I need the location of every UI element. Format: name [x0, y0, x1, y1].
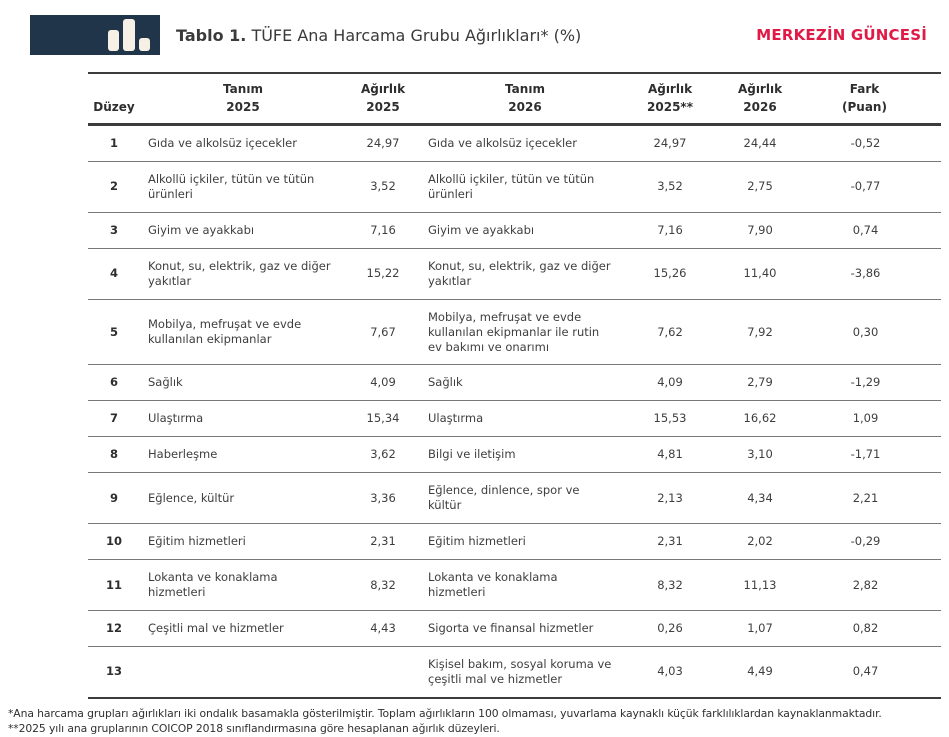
column-header-line2: (Puan)	[842, 100, 887, 114]
cell-agirlik-2025: 2,31	[370, 534, 396, 549]
cell-agirlik-2025-rev: 7,62	[657, 324, 683, 339]
cell-agirlik-2025-rev: 15,26	[653, 266, 687, 281]
bar-chart-icon	[108, 30, 119, 51]
cell-fark: -0,29	[850, 534, 881, 549]
cell-agirlik-2025-rev: 3,52	[657, 179, 683, 194]
cell-agirlik-2026: 4,49	[747, 664, 773, 679]
cell-tanim-2026: Bilgi ve iletişim	[428, 447, 516, 462]
table-row	[88, 125, 941, 162]
column-header-line2: 2025	[366, 100, 400, 114]
cell-agirlik-2025: 3,52	[370, 179, 396, 194]
table-row	[88, 560, 941, 611]
bar-chart-icon	[123, 19, 135, 51]
cell-duzey: 8	[109, 447, 118, 462]
cell-agirlik-2026: 24,44	[743, 136, 777, 150]
cell-tanim-2025: Ulaştırma	[148, 411, 204, 426]
table-row	[88, 248, 941, 299]
cell-tanim-2025: Çeşitli mal ve hizmetler	[148, 620, 284, 635]
table-row	[88, 401, 941, 437]
logo	[30, 15, 160, 55]
table-container	[88, 72, 941, 699]
cell-duzey: 9	[109, 490, 118, 505]
cell-fark: 0,30	[852, 324, 879, 339]
cell-tanim-2026: Mobilya, mefruşat ve evde kullanılan ekipmanlar ile rutin ev bakımı ve onarımı	[428, 309, 600, 354]
cell-fark: -3,86	[850, 266, 881, 281]
column-header	[420, 73, 630, 125]
table-row	[88, 524, 941, 560]
cell-tanim-2026: Kişisel bakım, sosyal koruma ve çeşitli mal ve hizmetler	[428, 656, 612, 686]
table-title-number: Tablo 1.	[176, 25, 247, 45]
cell-tanim-2026: Lokanta ve konaklama hizmetleri	[428, 570, 558, 599]
bar-chart-icon	[139, 38, 150, 51]
cell-tanim-2025: Eğitim hizmetleri	[148, 534, 246, 549]
cell-agirlik-2026: 2,75	[747, 179, 773, 194]
cell-agirlik-2025: 3,36	[370, 490, 396, 505]
column-header-line1: Tanım	[505, 82, 545, 96]
table-row	[88, 365, 941, 401]
column-header-line2: 2025	[226, 100, 260, 114]
column-header-line2: Düzey	[93, 100, 135, 114]
cell-agirlik-2025-rev: 4,09	[657, 375, 683, 390]
footnotes	[8, 706, 939, 737]
cell-duzey: 4	[109, 266, 118, 281]
cell-duzey: 7	[109, 411, 118, 426]
table-row	[88, 646, 941, 697]
column-header-line2: 2026	[508, 100, 542, 114]
cell-agirlik-2026: 3,10	[747, 447, 773, 462]
cell-agirlik-2025	[346, 646, 420, 697]
cell-agirlik-2025-rev: 8,32	[657, 577, 683, 592]
cell-agirlik-2026: 4,34	[747, 490, 773, 505]
cell-agirlik-2025: 24,97	[366, 136, 400, 150]
table-title-text: TÜFE Ana Harcama Grubu Ağırlıkları* (%)	[246, 25, 582, 45]
cell-agirlik-2025: 3,62	[370, 447, 396, 462]
table-header	[88, 73, 941, 125]
cell-agirlik-2025-rev: 4,03	[657, 664, 683, 679]
cell-agirlik-2026: 11,13	[743, 577, 777, 592]
cell-agirlik-2026: 2,02	[747, 534, 773, 549]
table-row	[88, 437, 941, 473]
cell-agirlik-2026: 7,90	[747, 222, 773, 237]
column-header	[810, 73, 941, 125]
table-title	[176, 26, 581, 45]
column-header	[140, 73, 346, 125]
cell-tanim-2025: Mobilya, mefruşat ve evde kullanılan ekipmanlar	[148, 317, 302, 347]
cell-agirlik-2025: 15,34	[366, 411, 400, 426]
cell-tanim-2026: Eğlence, dinlence, spor ve kültür	[428, 483, 580, 513]
cell-duzey: 1	[109, 136, 118, 150]
cell-duzey: 3	[109, 222, 118, 237]
cell-fark: -1,29	[850, 375, 881, 390]
cell-tanim-2025: Eğlence, kültür	[148, 490, 235, 505]
table-row	[88, 299, 941, 365]
cell-fark: 1,09	[852, 411, 879, 426]
cell-duzey: 10	[105, 534, 122, 549]
weights-table	[88, 72, 941, 699]
cell-agirlik-2026: 1,07	[747, 620, 773, 635]
table-row	[88, 610, 941, 646]
cell-tanim-2026: Konut, su, elektrik, gaz ve diğer yakıtlar	[428, 258, 611, 288]
cell-agirlik-2026: 16,62	[743, 411, 777, 426]
cell-tanim-2025: Gıda ve alkolsüz içecekler	[148, 136, 297, 150]
cell-fark: 0,82	[852, 620, 879, 635]
cell-fark: -1,71	[850, 447, 881, 462]
cell-agirlik-2025-rev: 2,31	[657, 534, 683, 549]
table-row	[88, 161, 941, 212]
cell-fark: 2,82	[852, 577, 879, 592]
brand-logo-text: MERKEZİN GÜNCESİ	[756, 26, 927, 44]
footnote-1: *Ana harcama grupları ağırlıkları iki ondalık basamakla gösterilmiştir. Toplam ağırlıkların 100 olmaması, yuvarlama kaynaklı küçük farklılıklardan kaynaklanmaktadır.	[8, 706, 882, 720]
cell-duzey: 6	[109, 375, 118, 390]
cell-tanim-2025	[140, 646, 346, 697]
column-header-line1: Fark	[849, 82, 880, 96]
cell-agirlik-2025: 4,43	[370, 620, 396, 635]
cell-tanim-2025: Konut, su, elektrik, gaz ve diğer yakıtlar	[148, 258, 331, 288]
cell-tanim-2025: Alkollü içkiler, tütün ve tütün ürünleri	[148, 171, 315, 201]
column-header-line1: Ağırlık	[647, 82, 693, 96]
table-row	[88, 212, 941, 248]
cell-duzey: 11	[105, 577, 122, 592]
cell-agirlik-2025-rev: 15,53	[653, 411, 687, 426]
table-row	[88, 473, 941, 524]
cell-fark: -0,77	[850, 179, 881, 194]
cell-duzey: 13	[105, 664, 122, 679]
cell-tanim-2026: Eğitim hizmetleri	[428, 534, 526, 549]
cell-agirlik-2025: 15,22	[366, 266, 400, 281]
cell-tanim-2026: Giyim ve ayakkabı	[428, 222, 535, 237]
page-header	[0, 0, 949, 58]
cell-agirlik-2026: 11,40	[743, 266, 777, 281]
column-header-line1: Ağırlık	[737, 82, 783, 96]
cell-tanim-2026: Ulaştırma	[428, 411, 484, 426]
cell-agirlik-2025-rev: 0,26	[657, 620, 683, 635]
column-header	[710, 73, 810, 125]
cell-fark: 0,47	[852, 664, 879, 679]
cell-agirlik-2026: 7,92	[747, 324, 773, 339]
cell-agirlik-2025-rev: 2,13	[657, 490, 683, 505]
cell-tanim-2026: Gıda ve alkolsüz içecekler	[428, 136, 577, 150]
cell-fark: -0,52	[850, 136, 881, 150]
cell-agirlik-2025-rev: 24,97	[653, 136, 687, 150]
cell-duzey: 12	[105, 620, 122, 635]
column-header	[88, 73, 140, 125]
cell-agirlik-2025-rev: 4,81	[657, 447, 683, 462]
cell-tanim-2025: Haberleşme	[148, 447, 218, 462]
cell-fark: 2,21	[852, 490, 879, 505]
table-header-row	[88, 73, 941, 125]
cell-agirlik-2025: 4,09	[370, 375, 396, 390]
cell-duzey: 5	[109, 324, 118, 339]
cell-tanim-2026: Alkollü içkiler, tütün ve tütün ürünleri	[428, 171, 595, 201]
cell-tanim-2026: Sigorta ve finansal hizmetler	[428, 620, 594, 635]
cell-duzey: 2	[109, 179, 118, 194]
cell-agirlik-2025: 7,16	[370, 222, 396, 237]
column-header-line1: Ağırlık	[360, 82, 406, 96]
cell-agirlik-2025: 7,67	[370, 324, 396, 339]
table-body	[88, 125, 941, 698]
cell-agirlik-2025-rev: 7,16	[657, 222, 683, 237]
column-header-line1: Tanım	[223, 82, 263, 96]
cell-tanim-2025: Lokanta ve konaklama hizmetleri	[148, 570, 278, 599]
column-header	[346, 73, 420, 125]
column-header	[630, 73, 710, 125]
cell-tanim-2025: Sağlık	[148, 375, 183, 390]
column-header-line2: 2026	[743, 100, 777, 114]
cell-tanim-2025: Giyim ve ayakkabı	[148, 222, 255, 237]
cell-fark: 0,74	[852, 222, 879, 237]
footnote-2: **2025 yılı ana gruplarının COICOP 2018 sınıflandırmasına göre hesaplanan ağırlık düzeyleri.	[8, 722, 500, 736]
cell-agirlik-2026: 2,79	[747, 375, 773, 390]
cell-agirlik-2025: 8,32	[370, 577, 396, 592]
cell-tanim-2026: Sağlık	[428, 375, 463, 390]
column-header-line2: 2025**	[647, 100, 693, 114]
